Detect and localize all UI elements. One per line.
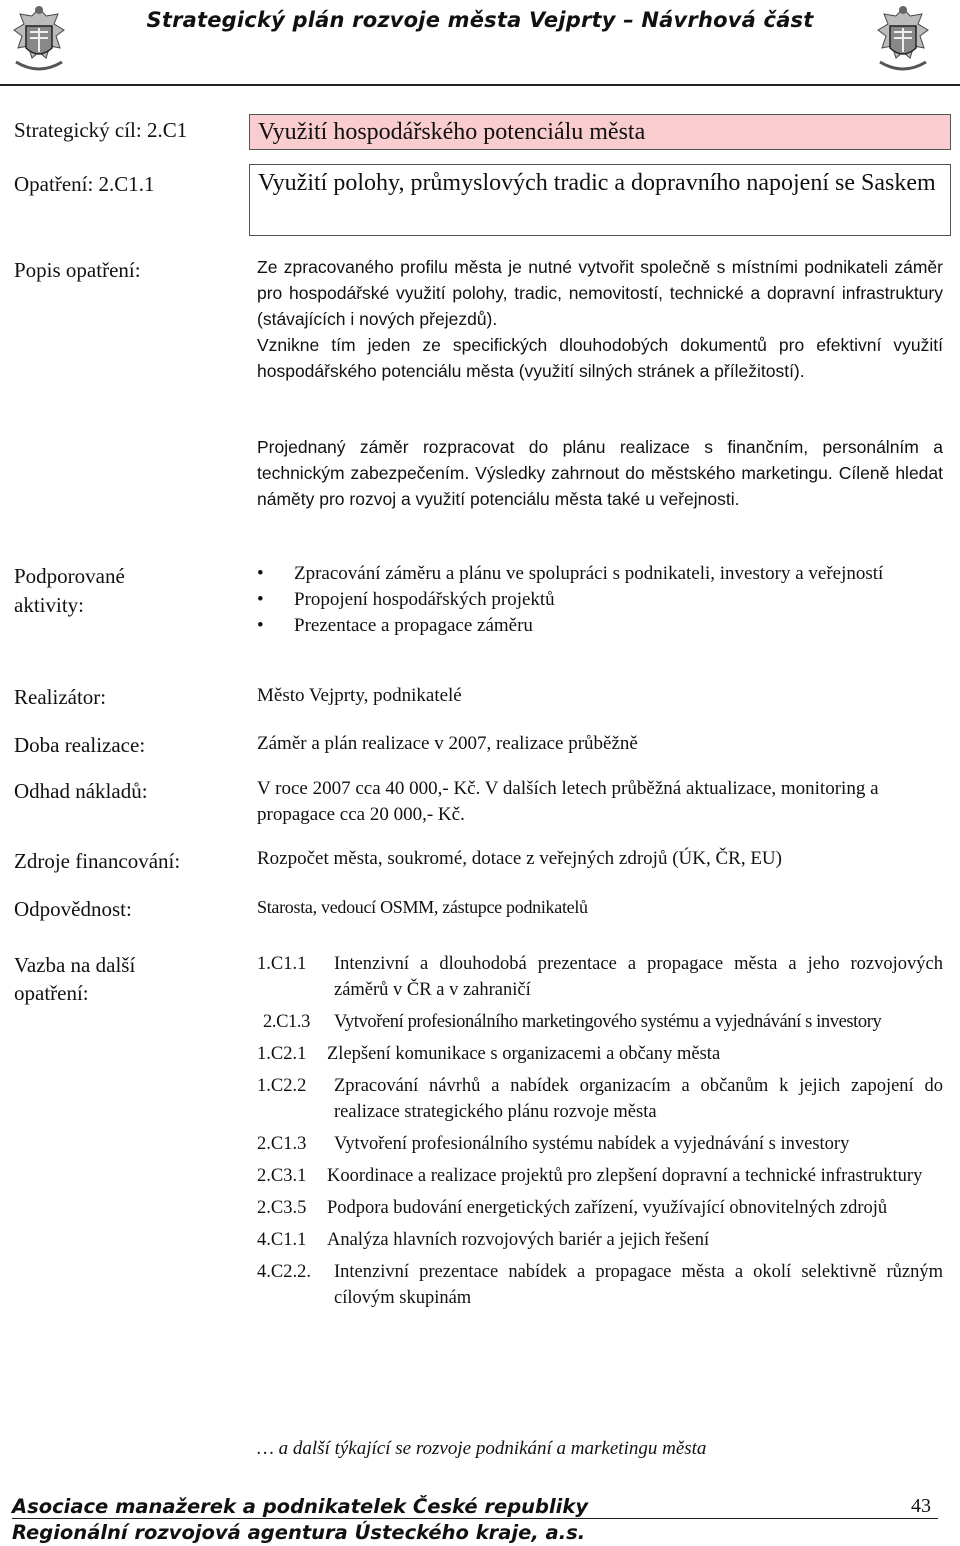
measure-text: Vytvoření profesionálního systému nabídek a vyjednávání s investory (334, 1134, 850, 1154)
footer-organization-1: Asociace manažerek a podnikatelek České republiky (12, 1495, 589, 1518)
funding-label: Zdroje financování: (14, 849, 181, 873)
measure-text: Zpracování návrhů a nabídek organizacím a občanům k jejich zapojení do realizace strategického plánu rozvoje města (334, 1076, 943, 1122)
responsibility-value: Starosta, vedoucí OSMM, zástupce podnikatelů (257, 897, 588, 917)
list-item (257, 1041, 943, 1067)
list-item: • Zpracování záměru a plánu ve spolupráci s podnikateli, investory a veřejností (257, 561, 947, 587)
measure-code: 2.C1.3 (263, 1012, 310, 1032)
footer-organization-2: Regionální rozvojová agentura Ústeckého kraje, a.s. (12, 1521, 586, 1544)
list-item (257, 1259, 943, 1311)
duration-value: Záměr a plán realizace v 2007, realizace průběžně (257, 733, 638, 754)
links-label-line2: opatření: (14, 981, 89, 1005)
measure-text: Intenzivní a dlouhodobá prezentace a propagace města a jeho rozvojových záměrů v ČR a v zahraničí (334, 954, 943, 1000)
goal-title: Využití hospodářského potenciálu města (258, 119, 646, 145)
description-paragraph-3: Projednaný záměr rozpracovat do plánu realizace s finančním, personálním a technickým zabezpečením. Výsledky zahrnout do městského marketingu. Cíleně hledat náměty pro rozvoj a využití potenciálu města také u veřejnosti. (257, 437, 943, 509)
list-item (257, 951, 943, 1003)
description-paragraph-1: Ze zpracovaného profilu města je nutné vytvořit společně s místními podnikateli záměr pro hospodářské využití polohy, tradic, nemovitostí, technické a dopravní infrastruktury (stávajících i nových přejezdů). (257, 257, 943, 329)
activities-label-line2: aktivity: (14, 593, 84, 617)
responsibility-label: Odpovědnost: (14, 897, 132, 921)
list-item (257, 1009, 943, 1035)
measure-text: Podpora budování energetických zařízení, využívající obnovitelných zdrojů (327, 1198, 888, 1218)
activities-list (257, 561, 947, 639)
list-item (257, 1227, 943, 1253)
implementer-value: Město Vejprty, podnikatelé (257, 685, 462, 706)
document-header-title: Strategický plán rozvoje města Vejprty – Návrhová část (146, 8, 814, 32)
measure-text: Intenzivní prezentace nabídek a propagace města a okolí selektivně různým cílovým skupinám (334, 1262, 943, 1308)
implementer-label: Realizátor: (14, 685, 107, 709)
measure-code: 1.C2.2 (257, 1076, 307, 1096)
funding-value: Rozpočet města, soukromé, dotace z veřejných zdrojů (ÚK, ČR, EU) (257, 848, 782, 869)
bullet: • (257, 589, 264, 610)
list-item (257, 1195, 943, 1221)
costs-value: V roce 2007 cca 40 000,- Kč. V dalších letech průběžná aktualizace, monitoring a propagace cca 20 000,- Kč. (257, 778, 879, 825)
bullet: • (257, 615, 264, 636)
town-crest-icon (870, 2, 936, 76)
footer-divider (12, 1518, 938, 1519)
list-item (257, 1163, 943, 1189)
measure-code: 1.C1.1 (257, 954, 307, 974)
measure-code: 2.C3.1 (257, 1166, 307, 1186)
bullet: • (257, 563, 264, 584)
goal-label: Strategický cíl: 2.C1 (14, 118, 188, 142)
measure-code: 2.C3.5 (257, 1198, 307, 1218)
measure-code: 4.C2.2. (257, 1262, 311, 1282)
duration-label: Doba realizace: (14, 733, 146, 757)
costs-label: Odhad nákladů: (14, 779, 148, 803)
header-divider (0, 84, 960, 86)
description-label: Popis opatření: (14, 258, 141, 282)
measure-text: Analýza hlavních rozvojových bariér a jejich řešení (327, 1230, 710, 1250)
measure-text: Zlepšení komunikace s organizacemi a občany města (327, 1044, 721, 1064)
list-item: • Prezentace a propagace záměru (257, 613, 947, 639)
activities-label-line1: Podporované (14, 564, 125, 588)
related-measures-list (257, 951, 943, 1317)
list-item (257, 1073, 943, 1125)
list-item (257, 1131, 943, 1157)
measure-code: 4.C1.1 (257, 1230, 307, 1250)
measure-code: 2.C1.3 (257, 1134, 307, 1154)
page-number: 43 (911, 1495, 931, 1517)
measure-title: Využití polohy, průmyslových tradic a dopravního napojení se Saskem (258, 170, 936, 196)
links-label-line1: Vazba na další (14, 953, 136, 977)
more-related-note: … a další týkající se rozvoje podnikání a marketingu města (257, 1438, 707, 1459)
measure-code: 1.C2.1 (257, 1044, 307, 1064)
measure-text: Koordinace a realizace projektů pro zlepšení dopravní a technické infrastruktury (327, 1166, 923, 1186)
measure-text: Vytvoření profesionálního marketingového systému a vyjednávání s investory (334, 1012, 882, 1032)
measure-label: Opatření: 2.C1.1 (14, 172, 155, 196)
list-item: • Propojení hospodářských projektů (257, 587, 947, 613)
description-paragraph-2: Vznikne tím jeden ze specifických dlouhodobých dokumentů pro efektivní využití hospodářského potenciálu města (využití silných stránek a příležitostí). (257, 335, 943, 381)
